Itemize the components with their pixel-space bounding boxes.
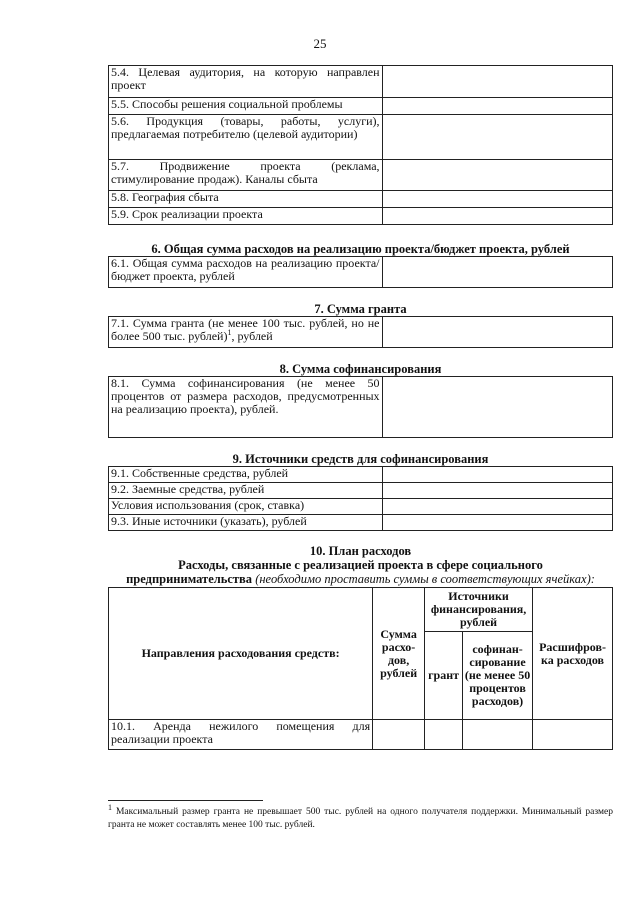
table-cell: 5.6. Продукция (товары, работы, услуги), предлагаемая потребителю (целевой аудитории) (109, 115, 383, 160)
table-row (109, 483, 613, 499)
input-cell[interactable] (382, 208, 612, 225)
table-row (109, 317, 613, 348)
grant-row-text: 7.1. Сумма гранта (не менее 100 тыс. рублей, но не более 500 тыс. рублей) (111, 316, 380, 343)
section-7-heading: 7. Сумма гранта (314, 302, 407, 316)
footnote-divider (108, 800, 263, 801)
table-row (109, 720, 613, 750)
table-row (109, 515, 613, 531)
subheading-italic-note: необходимо проставить суммы в соответствующих ячейках (259, 572, 587, 586)
table-header-row (109, 588, 613, 632)
col-direction-header: Направления расходования средств: (109, 588, 373, 720)
input-cell[interactable] (533, 720, 613, 750)
input-cell[interactable] (425, 720, 463, 750)
section-9-table (108, 466, 613, 531)
section-10-subheading: Расходы, связанные с реализацией проекта в сфере социального (178, 558, 543, 572)
section-9-heading: 9. Источники средств для софинансирования (232, 452, 489, 466)
subheading-bold: предпринимательства (126, 572, 253, 586)
footnote-ref: 1 (227, 328, 232, 337)
table-row (109, 499, 613, 515)
table-row (109, 257, 613, 288)
table-cell: 10.1. Аренда нежилого помещения для реализации проекта (109, 720, 373, 750)
col-sum-header: Сумма расхо-дов, рублей (373, 588, 425, 720)
project-info-table (108, 65, 613, 225)
section-6-heading: 6. Общая сумма расходов на реализацию проекта/бюджет проекта, рублей (151, 242, 570, 256)
input-cell[interactable] (382, 377, 612, 438)
table-cell: 5.8. География сбыта (109, 191, 383, 208)
input-cell[interactable] (463, 720, 533, 750)
section-6-table (108, 256, 613, 288)
input-cell[interactable] (382, 499, 612, 515)
col-sources-header: Источники финансирования, рублей (425, 588, 533, 632)
footnote-text: Максимальный размер гранта не превышает 500 тыс. рублей на одного получателя поддержки. Минимальный размер гранта не может составлять менее 100 тыс. рублей. (108, 807, 613, 830)
table-row (109, 160, 613, 191)
col-cofin-header: софинан-сирование (не менее 50 процентов расходов) (463, 632, 533, 720)
table-cell: 9.2. Заемные средства, рублей (109, 483, 383, 499)
input-cell[interactable] (382, 98, 612, 115)
input-cell[interactable] (382, 515, 612, 531)
section-7-table (108, 316, 613, 348)
table-row (109, 208, 613, 225)
table-row (109, 115, 613, 160)
table-cell: 6.1. Общая сумма расходов на реализацию проекта/бюджет проекта, рублей (109, 257, 383, 288)
section-10-subheading-2 (108, 572, 613, 586)
section-8-table (108, 376, 613, 438)
input-cell[interactable] (382, 160, 612, 191)
input-cell[interactable] (382, 115, 612, 160)
section-10-heading: 10. План расходов (309, 544, 412, 558)
table-cell: 5.4. Целевая аудитория, на которую направлен проект (109, 66, 383, 98)
input-cell[interactable] (382, 191, 612, 208)
col-grant-header: грант (425, 632, 463, 720)
input-cell[interactable] (382, 257, 612, 288)
subheading-paren-close: ): (586, 572, 595, 586)
table-row (109, 467, 613, 483)
input-cell[interactable] (373, 720, 425, 750)
table-cell: 5.9. Срок реализации проекта (109, 208, 383, 225)
table-cell: 8.1. Сумма софинансирования (не менее 50 процентов от размера расходов, предусмотренных на реализацию проекта), рублей. (109, 377, 383, 438)
table-row (109, 191, 613, 208)
subheading-paren-open: ( (252, 572, 260, 586)
table-cell: 9.3. Иные источники (указать), рублей (109, 515, 383, 531)
input-cell[interactable] (382, 467, 612, 483)
expense-plan-table (108, 587, 613, 750)
input-cell[interactable] (382, 66, 612, 98)
table-row (109, 66, 613, 98)
input-cell[interactable] (382, 483, 612, 499)
footnote (108, 802, 613, 832)
input-cell[interactable] (382, 317, 613, 348)
table-row (109, 98, 613, 115)
col-decode-header: Расшифров-ка расходов (533, 588, 613, 720)
grant-row-tail: , рублей (231, 329, 273, 343)
table-cell: Условия использования (срок, ставка) (109, 499, 383, 515)
table-cell: 5.5. Способы решения социальной проблемы (109, 98, 383, 115)
table-cell: 5.7. Продвижение проекта (реклама, стимулирование продаж). Каналы сбыта (109, 160, 383, 191)
footnote-mark: 1 (108, 802, 112, 812)
page-number: 25 (313, 36, 327, 51)
table-cell (109, 317, 383, 348)
section-8-heading: 8. Сумма софинансирования (279, 362, 442, 376)
table-cell: 9.1. Собственные средства, рублей (109, 467, 383, 483)
table-row (109, 377, 613, 438)
